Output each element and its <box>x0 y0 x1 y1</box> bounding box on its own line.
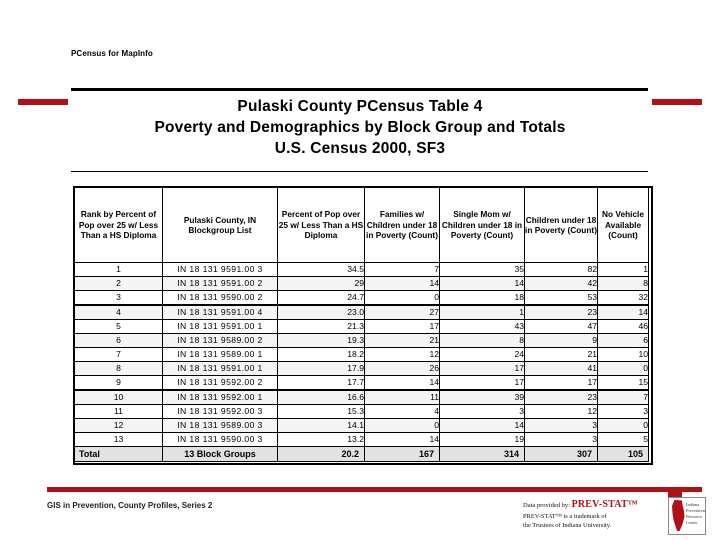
table-row <box>75 320 649 334</box>
title-line-1: Pulaski County PCensus Table 4 <box>237 98 483 115</box>
cell-percent: 17.7 <box>278 376 365 391</box>
total-families: 167 <box>365 447 440 462</box>
cell-families: 14 <box>365 277 440 291</box>
cell-percent: 29 <box>278 277 365 291</box>
column-header-rank: Rank by Percent of Pop over 25 w/ Less Than a HS Diploma <box>75 188 163 263</box>
cell-rank: 3 <box>75 291 163 306</box>
cell-single-mom: 17 <box>440 362 525 376</box>
cell-no-vehicle: 0 <box>598 362 649 376</box>
column-header-no-vehicle: No Vehicle Available (Count) <box>598 188 649 263</box>
footer-provided-by-label: Data provided by: <box>523 502 570 509</box>
cell-children: 53 <box>525 291 598 306</box>
cell-blockgroup: IN 18 131 9591.00 3 <box>163 263 278 277</box>
footer-trademark-line-1: PREV-STAT™ is a trademark of <box>523 513 607 520</box>
cell-children: 47 <box>525 320 598 334</box>
cell-single-mom: 1 <box>440 305 525 320</box>
cell-children: 23 <box>525 305 598 320</box>
logo-line-4: Center <box>686 520 698 525</box>
cell-single-mom: 8 <box>440 334 525 348</box>
cell-percent: 24.7 <box>278 291 365 306</box>
cell-single-mom: 3 <box>440 405 525 419</box>
page-title <box>60 96 660 159</box>
cell-blockgroup: IN 18 131 9589.00 2 <box>163 334 278 348</box>
cell-percent: 16.6 <box>278 390 365 405</box>
table-row <box>75 277 649 291</box>
cell-no-vehicle: 10 <box>598 348 649 362</box>
logo-text-block <box>686 502 705 526</box>
footer-brand-label: PREV-STAT™ <box>571 499 639 510</box>
pcensus-table <box>74 187 649 462</box>
cell-children: 23 <box>525 390 598 405</box>
cell-children: 3 <box>525 433 598 447</box>
cell-families: 0 <box>365 419 440 433</box>
cell-children: 21 <box>525 348 598 362</box>
total-label: Total <box>75 447 163 462</box>
total-percent: 20.2 <box>278 447 365 462</box>
logo-line-3: Resource <box>686 514 703 519</box>
cell-rank: 11 <box>75 405 163 419</box>
cell-rank: 2 <box>75 277 163 291</box>
cell-children: 3 <box>525 419 598 433</box>
header-divider-rule <box>71 88 648 91</box>
cell-no-vehicle: 46 <box>598 320 649 334</box>
table-total-row <box>75 447 649 462</box>
cell-percent: 17.9 <box>278 362 365 376</box>
cell-single-mom: 35 <box>440 263 525 277</box>
cell-families: 4 <box>365 405 440 419</box>
column-header-percent: Percent of Pop over 25 w/ Less Than a HS Diploma <box>278 188 365 263</box>
indiana-state-icon <box>671 500 685 531</box>
cell-children: 42 <box>525 277 598 291</box>
column-header-children: Children under 18 in Poverty (Count) <box>525 188 598 263</box>
indiana-prevention-resource-center-logo <box>668 497 706 535</box>
column-header-blockgroup: Pulaski County, IN Blockgroup List <box>163 188 278 263</box>
cell-percent: 13.2 <box>278 433 365 447</box>
table-row <box>75 419 649 433</box>
cell-single-mom: 39 <box>440 390 525 405</box>
cell-percent: 14.1 <box>278 419 365 433</box>
column-header-single-mom: Single Mom w/ Children under 18 in Poverty (Count) <box>440 188 525 263</box>
cell-single-mom: 24 <box>440 348 525 362</box>
table-row <box>75 263 649 277</box>
cell-no-vehicle: 14 <box>598 305 649 320</box>
cell-percent: 23.0 <box>278 305 365 320</box>
table-row <box>75 348 649 362</box>
table-row <box>75 291 649 306</box>
cell-children: 41 <box>525 362 598 376</box>
cell-rank: 6 <box>75 334 163 348</box>
table-row <box>75 376 649 391</box>
table-row <box>75 390 649 405</box>
cell-rank: 9 <box>75 376 163 391</box>
table-header-row <box>75 188 649 263</box>
cell-families: 21 <box>365 334 440 348</box>
cell-rank: 5 <box>75 320 163 334</box>
cell-rank: 4 <box>75 305 163 320</box>
cell-families: 0 <box>365 291 440 306</box>
cell-rank: 1 <box>75 263 163 277</box>
cell-percent: 21.3 <box>278 320 365 334</box>
cell-families: 14 <box>365 433 440 447</box>
cell-percent: 15.3 <box>278 405 365 419</box>
title-line-3: U.S. Census 2000, SF3 <box>274 140 446 157</box>
logo-line-2: Prevention <box>686 508 706 513</box>
cell-blockgroup: IN 18 131 9591.00 1 <box>163 320 278 334</box>
cell-blockgroup: IN 18 131 9589.00 1 <box>163 348 278 362</box>
cell-percent: 19.3 <box>278 334 365 348</box>
cell-children: 82 <box>525 263 598 277</box>
footer-attribution <box>523 500 658 530</box>
table-body <box>75 263 649 447</box>
cell-single-mom: 43 <box>440 320 525 334</box>
table-row <box>75 305 649 320</box>
footer-trademark-line-2: the Trustees of Indiana University. <box>523 521 612 529</box>
cell-no-vehicle: 6 <box>598 334 649 348</box>
cell-no-vehicle: 0 <box>598 419 649 433</box>
footer-series-label: GIS in Prevention, County Profiles, Series 2 <box>47 501 213 510</box>
cell-blockgroup: IN 18 131 9592.00 3 <box>163 405 278 419</box>
logo-line-1: Indiana <box>686 502 700 507</box>
cell-rank: 8 <box>75 362 163 376</box>
cell-blockgroup: IN 18 131 9592.00 2 <box>163 376 278 391</box>
cell-no-vehicle: 15 <box>598 376 649 391</box>
cell-no-vehicle: 32 <box>598 291 649 306</box>
cell-blockgroup: IN 18 131 9591.00 1 <box>163 362 278 376</box>
cell-blockgroup: IN 18 131 9592.00 1 <box>163 390 278 405</box>
total-no-vehicle: 105 <box>598 447 649 462</box>
title-underline-rule <box>71 171 648 172</box>
table-row <box>75 433 649 447</box>
cell-rank: 10 <box>75 390 163 405</box>
cell-blockgroup: IN 18 131 9591.00 2 <box>163 277 278 291</box>
table-row <box>75 334 649 348</box>
cell-percent: 34.5 <box>278 263 365 277</box>
cell-children: 17 <box>525 376 598 391</box>
cell-blockgroup: IN 18 131 9590.00 3 <box>163 433 278 447</box>
table-row <box>75 405 649 419</box>
total-single-mom: 314 <box>440 447 525 462</box>
cell-rank: 7 <box>75 348 163 362</box>
cell-single-mom: 19 <box>440 433 525 447</box>
cell-families: 11 <box>365 390 440 405</box>
cell-families: 27 <box>365 305 440 320</box>
cell-no-vehicle: 1 <box>598 263 649 277</box>
cell-families: 7 <box>365 263 440 277</box>
cell-no-vehicle: 8 <box>598 277 649 291</box>
cell-families: 17 <box>365 320 440 334</box>
cell-no-vehicle: 3 <box>598 405 649 419</box>
cell-no-vehicle: 5 <box>598 433 649 447</box>
cell-single-mom: 17 <box>440 376 525 391</box>
cell-blockgroup: IN 18 131 9591.00 4 <box>163 305 278 320</box>
title-line-2: Poverty and Demographics by Block Group and Totals <box>154 119 566 136</box>
total-children: 307 <box>525 447 598 462</box>
column-header-families: Families w/ Children under 18 in Poverty (Count) <box>365 188 440 263</box>
slide-header-label: PCensus for MapInfo <box>71 49 153 58</box>
cell-families: 14 <box>365 376 440 391</box>
cell-single-mom: 14 <box>440 419 525 433</box>
total-blockgroup: 13 Block Groups <box>163 447 278 462</box>
cell-no-vehicle: 7 <box>598 390 649 405</box>
table-row <box>75 362 649 376</box>
cell-families: 12 <box>365 348 440 362</box>
cell-percent: 18.2 <box>278 348 365 362</box>
cell-families: 26 <box>365 362 440 376</box>
cell-blockgroup: IN 18 131 9590.00 2 <box>163 291 278 306</box>
cell-children: 9 <box>525 334 598 348</box>
footer-accent-rule <box>47 487 702 492</box>
cell-rank: 12 <box>75 419 163 433</box>
cell-single-mom: 18 <box>440 291 525 306</box>
cell-rank: 13 <box>75 433 163 447</box>
cell-single-mom: 14 <box>440 277 525 291</box>
cell-children: 12 <box>525 405 598 419</box>
cell-blockgroup: IN 18 131 9589.00 3 <box>163 419 278 433</box>
pcensus-table-container <box>74 187 648 462</box>
